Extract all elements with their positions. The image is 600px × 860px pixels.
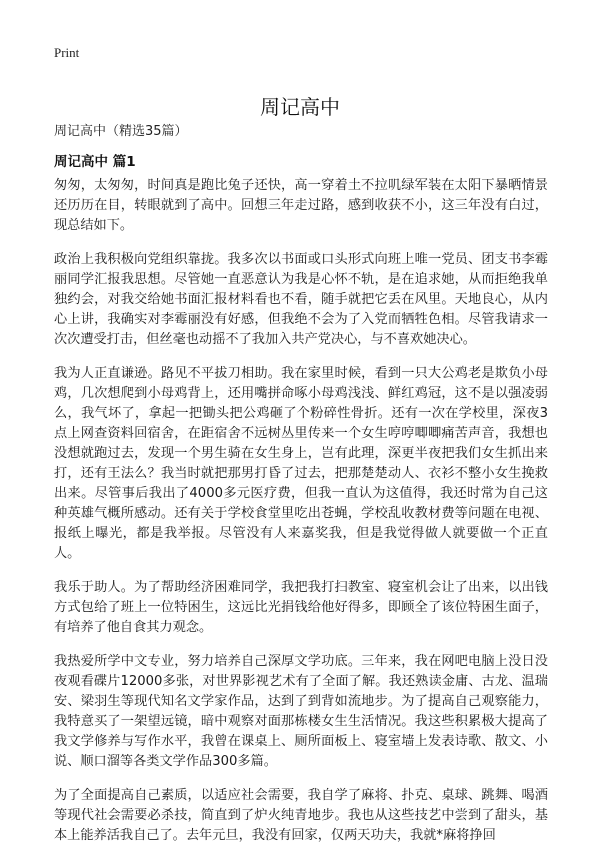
- section-heading: 周记高中 篇1: [54, 154, 136, 170]
- paragraph: 我热爱所学中文专业，努力培养自己深厚文学功底。三年来，我在网吧电脑上没日没夜观看碟片12000多张，对世界影视艺术有了全面了解。我还熟读金庸、古龙、温瑞安、梁羽生等现代知名文学家作品，达到了到背如流地步。为了提高自己观察能力，我特意买了一架望远镜，暗中观察对面那栋楼女生生活情况。我这些积累极大提高了我文学修养与写作水平，我曾在课桌上、厕所面板上、寝室墙上发表诗歌、散文、小说、顺口溜等各类文学作品300多篇。: [54, 654, 548, 769]
- document-subtitle: 周记高中（精选35篇）: [54, 124, 188, 139]
- print-link[interactable]: Print: [54, 45, 80, 60]
- paragraph: 我乐于助人。为了帮助经济困难同学，我把我打扫教室、寝室机会让了出来，以出钱方式包给了班上一位特困生，这远比光捐钱给他好得多，即顾全了该位特困生面子，有培养了他自食其力观念。: [54, 580, 548, 635]
- paragraph: 为了全面提高自己素质，以适应社会需要，我自学了麻将、扑克、桌球、跳舞、喝酒等现代社会需要必杀技，简直到了炉火纯青地步。我也从这些技艺中尝到了甜头，基本上能养活我自己了。去年元旦，我没有回家，仅两天功夫，我就*麻将挣回: [54, 788, 548, 843]
- article-body: [54, 176, 548, 860]
- page-title: 周记高中: [260, 95, 340, 120]
- paragraph: 匆匆，太匆匆，时间真是跑比兔子还快，高一穿着土不拉叽绿军装在太阳下暴晒情景还历历在目，转眼就到了高中。回想三年走过路，感到收获不小，这三年没有白过，现总结如下。: [54, 178, 548, 233]
- paragraph: 政治上我积极向党组织靠拢。我多次以书面或口头形式向班上唯一党员、团支书李霉丽同学汇报我思想。尽管她一直恶意认为我是心怀不轨，是在追求她，从而拒绝我单独约会，对我交给她书面汇报材料看也不看，随手就把它丢在风里。天地良心，从内心上讲，我确实对李霉丽没有好感，但我绝不会为了入党而牺牲色相。尽管我请求一次次遭受打击，但丝毫也动摇不了我加入共产党决心，与不喜欢她决心。: [54, 252, 548, 347]
- paragraph: 我为人正直谦逊。路见不平拔刀相助。我在家里时候，看到一只大公鸡老是欺负小母鸡，几次想爬到小母鸡背上，还用嘴拼命啄小母鸡浅浅、鲜红鸡冠，这不是以强凌弱么，我气坏了，拿起一把锄头把公鸡砸了个粉碎性骨折。还有一次在学校里，深夜3点上网查资料回宿舍，在距宿舍不远树丛里传来一个女生哼哼唧唧痛苦声音，我想也没想就跑过去，发现一个男生骑在女生身上，岂有此理，深更半夜把我们女生抓出来打，还有王法么？我当时就把那男打昏了过去，把那楚楚动人、衣衫不整小女生挽救出来。尽管事后我出了4000多元医疗费，但我一直认为这值得，我还时常为自己这种英雄气概所感动。还有关于学校食堂里吃出苍蝇，学校乱收教材费等问题在电视、报纸上曝光，都是我举报。尽管没有人来嘉奖我，但是我觉得做人就要做一个正直人。: [54, 366, 548, 561]
